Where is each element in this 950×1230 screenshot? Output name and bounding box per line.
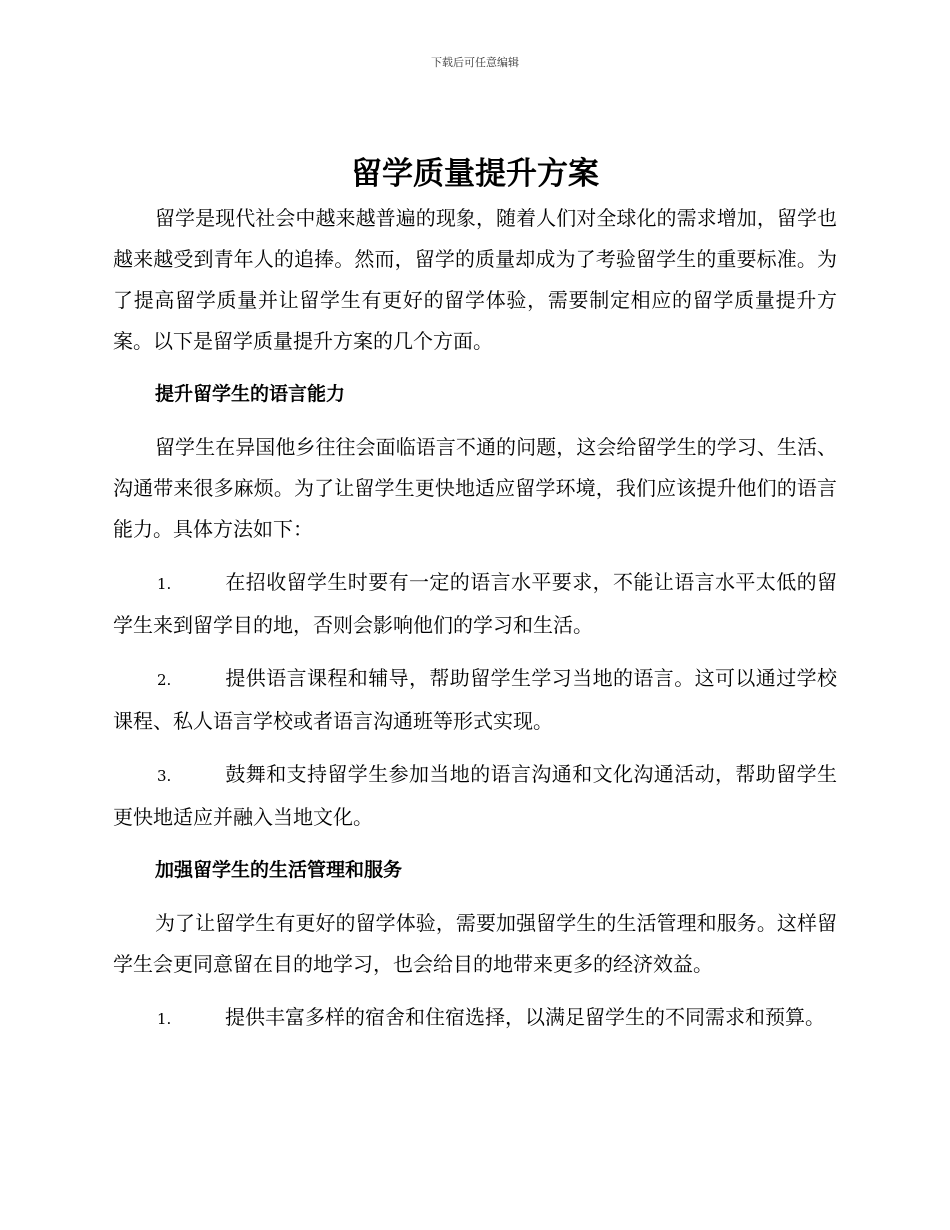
section-paragraph-life-services: 为了让留学生有更好的留学体验，需要加强留学生的生活管理和服务。这样留学生会更同意留在目的地学习，也会给目的地带来更多的经济效益。 xyxy=(113,911,837,976)
list-item-number: 1. xyxy=(157,1010,172,1028)
list-item-text: 在招收留学生时要有一定的语言水平要求，不能让语言水平太低的留学生来到留学目的地，否则会影响他们的学习和生活。 xyxy=(113,570,837,637)
list-item-text: 鼓舞和支持留学生参加当地的语言沟通和文化沟通活动，帮助留学生更快地适应并融入当地文化。 xyxy=(113,762,837,829)
section-heading-life-services: 加强留学生的生活管理和服务 xyxy=(155,859,403,881)
list-item-text: 提供丰富多样的宿舍和住宿选择，以满足留学生的不同需求和预算。 xyxy=(225,1005,825,1029)
spacer xyxy=(113,550,837,562)
list-item xyxy=(113,754,837,838)
document-title: 留学质量提升方案 xyxy=(351,156,599,192)
list-item-number: 1. xyxy=(157,575,172,593)
section-paragraph-language: 留学生在异国他乡往往会面临语言不通的问题，这会给留学生的学习、生活、沟通带来很多麻烦。为了让留学生更快地适应留学环境，我们应该提升他们的语言能力。具体方法如下： xyxy=(113,435,837,541)
list-item xyxy=(113,997,837,1040)
spacer xyxy=(113,985,837,997)
document-body xyxy=(113,150,837,1040)
list-item-number: 2. xyxy=(157,671,172,689)
spacer xyxy=(113,415,837,427)
intro-paragraph: 留学是现代社会中越来越普遍的现象，随着人们对全球化的需求增加，留学也越来越受到青年人的追捧。然而，留学的质量却成为了考验留学生的重要标准。为了提高留学质量并让留学生有更好的留学体验，需要制定相应的留学质量提升方案。以下是留学质量提升方案的几个方面。 xyxy=(113,206,837,353)
list-item-text: 提供语言课程和辅导，帮助留学生学习当地的语言。这可以通过学校课程、私人语言学校或者语言沟通班等形式实现。 xyxy=(113,666,837,733)
spacer xyxy=(113,362,837,374)
section-heading-language: 提升留学生的语言能力 xyxy=(155,383,346,405)
page-header: 下载后可任意编辑 xyxy=(431,56,519,69)
list-item-number: 3. xyxy=(157,767,172,785)
spacer xyxy=(113,891,837,903)
spacer xyxy=(113,646,837,658)
list-item xyxy=(113,658,837,742)
spacer xyxy=(113,742,837,754)
spacer xyxy=(113,838,837,850)
list-item xyxy=(113,562,837,646)
